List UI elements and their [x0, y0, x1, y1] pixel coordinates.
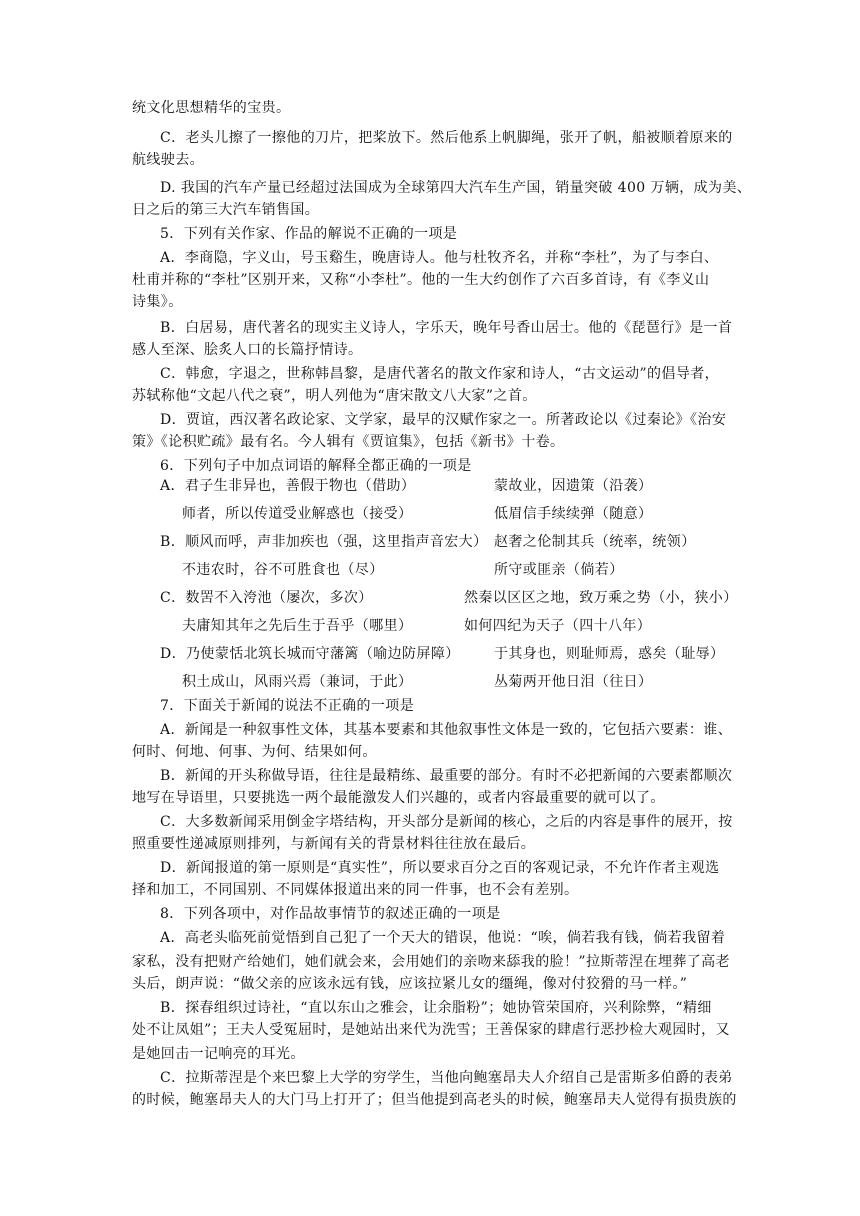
q6-option-right: 然秦以区区之地，致万乘之势（小，狭小） [464, 590, 738, 606]
q6-option-right: 所守或匪亲（倘若） [494, 562, 624, 578]
question-8-stem: 8．下列各项中，对作品故事情节的叙述正确的一项是 [160, 906, 501, 922]
q6-option-left: D．乃使蒙恬北筑长城而守藩篱（喻边防屏障） [160, 646, 460, 662]
text-line: 策》《论积贮疏》最有名。今人辑有《贾谊集》，包括《新书》十卷。 [132, 434, 565, 450]
option-d-line: D．贾谊，西汉著名政论家、文学家，最早的汉赋作家之一。所著政论以《过秦论》《治安 [160, 412, 727, 428]
option-b-line: B．白居易，唐代著名的现实主义诗人，字乐天，晚年号香山居士。他的《琵琶行》是一首 [160, 320, 733, 336]
option-d-line: D. 我国的汽车产量已经超过法国成为全球第四大汽车生产国，销量突破 400 万辆，成为美、 [160, 180, 752, 196]
option-a-line: A．李商隐，字义山，号玉谿生，晚唐诗人。他与杜牧齐名，并称“李杜”，为了与李白、 [160, 250, 719, 266]
q6-option-right: 赵奢之伦制其兵（统率，统领） [494, 534, 696, 550]
question-7-stem: 7．下面关于新闻的说法不正确的一项是 [160, 698, 415, 714]
q6-option-left: 不违农时，谷不可胜食也（尽） [182, 562, 384, 578]
q6-option-right: 于其身也，则耻师焉，惑矣（耻辱） [494, 646, 725, 662]
q6-option-right: 丛菊两开他日泪（往日） [494, 674, 653, 690]
text-line: 何时、何地、何事、为何、结果如何。 [132, 744, 377, 760]
text-line: 家私，没有把财产给她们，她们就会来，会用她们的亲吻来舔我的脸！”拉斯蒂涅在埋葬了高老 [132, 954, 730, 970]
option-b-line: B．探春组织过诗社，“直以东山之雅会，让余脂粉”；她协管荣国府，兴利除弊，“精细 [160, 1000, 712, 1016]
option-c-line: C．老头儿擦了一擦他的刀片，把桨放下。然后他系上帆脚绳，张开了帆，船被顺着原来的 [160, 130, 733, 146]
text-line: 航线驶去。 [132, 152, 204, 168]
text-line: 感人至深、脍炙人口的长篇抒情诗。 [132, 342, 363, 358]
text-line: 择和加工，不同国别、不同媒体报道出来的同一件事，也不会有差别。 [132, 882, 579, 898]
option-a-line: A．新闻是一种叙事性文体，其基本要素和其他叙事性文体是一致的，它包括六要素：谁、 [160, 722, 733, 738]
text-line: 的时候，鲍塞昂夫人的大门马上打开了；但当他提到高老头的时候，鲍塞昂夫人觉得有损贵族的 [132, 1092, 737, 1108]
text-line: 头后，朗声说：“做父亲的应该永远有钱，应该拉紧儿女的缰绳，像对付狡猾的马一样。” [132, 976, 688, 992]
q6-option-right: 低眉信手续续弹（随意） [494, 506, 653, 522]
q6-option-left: A．君子生非异也，善假于物也（借助） [160, 478, 416, 494]
text-line: 处不让凤姐”；王夫人受冤屈时，是她站出来代为洗雪；王善保家的肆虐行恶抄检大观园时，又 [132, 1022, 730, 1038]
text-line: 日之后的第三大汽车销售国。 [132, 202, 320, 218]
question-6-stem: 6．下列句子中加点词语的解释全都正确的一项是 [160, 458, 472, 474]
q6-option-left: 积土成山，风雨兴焉（兼词，于此） [182, 674, 413, 690]
option-c-line: C．拉斯蒂涅是个来巴黎上大学的穷学生，当他向鲍塞昂夫人介绍自己是雷斯多伯爵的表弟 [160, 1070, 733, 1086]
text-line: 地写在导语里，只要挑选一两个最能激发人们兴趣的，或者内容最重要的就可以了。 [132, 790, 665, 806]
option-c-line: C．大多数新闻采用倒金字塔结构，开头部分是新闻的核心，之后的内容是事件的展开，按 [160, 814, 733, 830]
text-line: 杜甫并称的“李杜”区别开来，又称“小李杜”。他的一生大约创作了六百多首诗，有《李义山 [132, 272, 710, 288]
q6-option-left: B．顺风而呼，声非加疾也（强，这里指声音宏大） [160, 534, 488, 550]
option-a-line: A．高老头临死前觉悟到自己犯了一个天大的错误，他说：“唉，倘若我有钱，倘若我留着 [160, 930, 726, 946]
option-c-line: C．韩愈，字退之，世称韩昌黎，是唐代著名的散文作家和诗人，“古文运动”的倡导者， [160, 366, 720, 382]
text-line: 照重要性递减原则排列，与新闻有关的背景材料往往放在最后。 [132, 836, 536, 852]
q6-option-right: 蒙故业，因遗策（沿袭） [494, 478, 653, 494]
text-line: 诗集》。 [132, 294, 183, 310]
option-b-line: B．新闻的开头称做导语，往往是最精练、最重要的部分。有时不必把新闻的六要素都顺次 [160, 768, 733, 784]
q6-option-left: 师者，所以传道受业解惑也（接受） [182, 506, 413, 522]
option-d-line: D．新闻报道的第一原则是“真实性”，所以要求百分之百的客观记录，不允许作者主观选 [160, 860, 720, 876]
q6-option-left: 夫庸知其年之先后生于吾乎（哪里） [182, 618, 413, 634]
text-line: 是她回击一记响亮的耳光。 [132, 1046, 305, 1062]
question-5-stem: 5．下列有关作家、作品的解说不正确的一项是 [160, 226, 458, 242]
q6-option-right: 如何四纪为天子（四十八年） [464, 618, 652, 634]
text-line: 统文化思想精华的宝贵。 [132, 100, 291, 116]
q6-option-left: C．数罟不入洿池（屡次，多次） [160, 590, 373, 606]
text-line: 苏轼称他“文起八代之衰”，明人列他为“唐宋散文八大家”之首。 [132, 388, 537, 404]
